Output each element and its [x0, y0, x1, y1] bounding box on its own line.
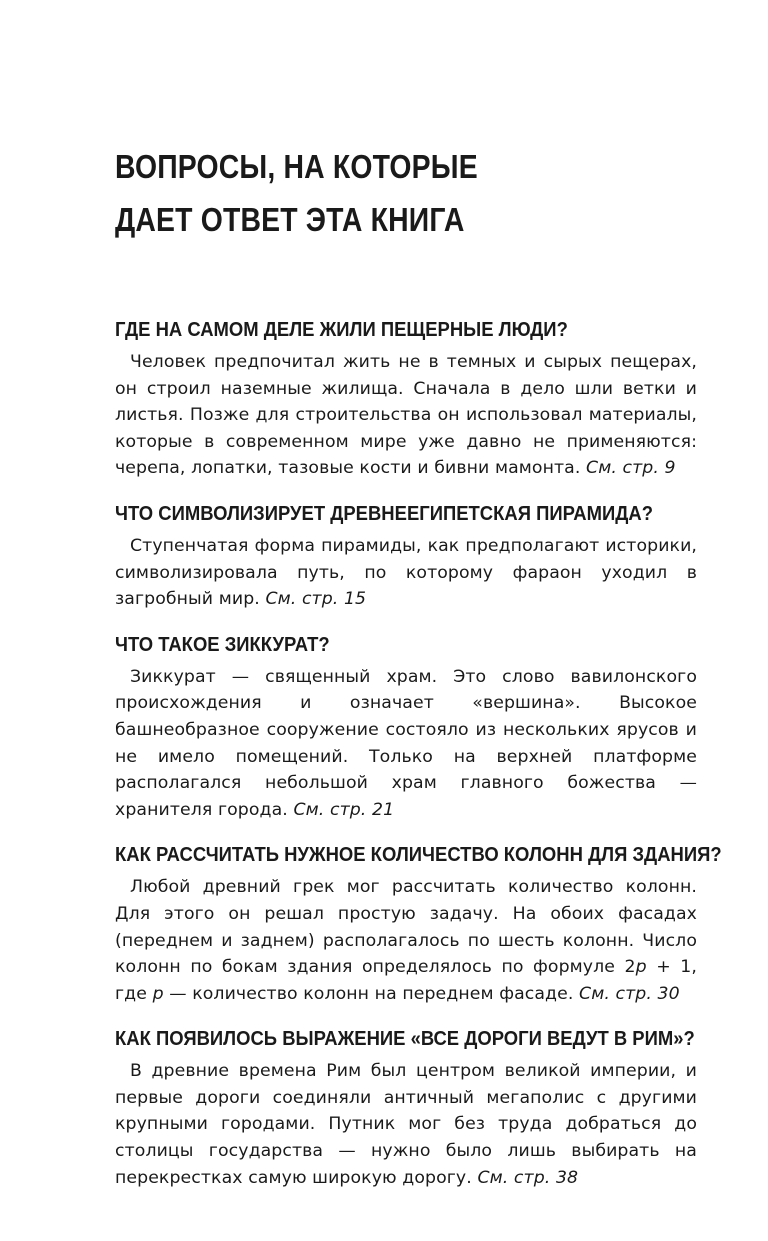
question-heading: ЧТО ТАКОЕ ЗИККУРАТ? [115, 632, 330, 656]
question-heading: КАК РАССЧИТАТЬ НУЖНОЕ КОЛИЧЕСТВО КОЛОНН ДЛЯ ЗДАНИЯ? [115, 843, 722, 867]
answer-body: В древние времена Рим был центром великой империи, и первые дороги соединяли античный мегаполис с другими крупными городами. Путник мог без труда добраться до столицы государства — нужно было лишь выбирать на перекрестках самую широкую дорогу. [115, 1061, 697, 1188]
qa-entry-pyramid [115, 500, 697, 613]
answer-body: Ступенчатая форма пирамиды, как предполагают историки, символизировала путь, по которому фараон уходил в загробный мир. [115, 535, 697, 610]
page-reference: См. стр. 21 [293, 799, 395, 820]
page-reference: См. стр. 38 [477, 1167, 579, 1188]
qa-entry-rome-roads [115, 1025, 697, 1191]
answer-body: Человек предпочитал жить не в темных и сырых пещерах, он строил наземные жилища. Сначала в дело шли ветки и листья. Позже для строительства он использовал материалы, которые в современном мире уже давно не применяются: черепа, лопатки, тазовые кости и бивни мамонта. [115, 352, 697, 479]
page-reference: См. стр. 9 [586, 458, 676, 479]
page-title-line-2: ДАЕТ ОТВЕТ ЭТА КНИГА [115, 201, 465, 238]
answer-body: Зиккурат — священный храм. Это слово вавилонского происхождения и означает «вершина». Высокое башнеобразное сооружение состояло из нескольких ярусов и не имело помещений. Только на верхней платформе располагался небольшой храм главного божества — хранителя города. [115, 666, 697, 820]
answer-body-part-3: — количество колонн на переднем фасаде. [163, 983, 574, 1004]
answer-text [115, 664, 697, 824]
page-title [115, 140, 616, 246]
book-page [115, 140, 722, 1209]
qa-entry-ziggurat [115, 631, 697, 824]
formula-variable: p [152, 983, 164, 1004]
question-heading: ГДЕ НА САМОМ ДЕЛЕ ЖИЛИ ПЕЩЕРНЫЕ ЛЮДИ? [115, 318, 568, 341]
page-reference: См. стр. 15 [265, 589, 367, 610]
question-heading: ЧТО СИМВОЛИЗИРУЕТ ДРЕВНЕЕГИПЕТСКАЯ ПИРАМИДА? [115, 501, 654, 525]
answer-text [115, 533, 697, 613]
answer-text [115, 874, 697, 1007]
qa-entry-columns [115, 841, 722, 1007]
answer-body-part-2: + 1, где [115, 957, 697, 1004]
answer-text [115, 349, 697, 482]
question-heading: КАК ПОЯВИЛОСЬ ВЫРАЖЕНИЕ «ВСЕ ДОРОГИ ВЕДУТ В РИМ»? [115, 1027, 695, 1051]
page-title-line-1: ВОПРОСЫ, НА КОТОРЫЕ [115, 148, 478, 185]
qa-entry-cave-people [115, 316, 697, 482]
page-reference: См. стр. 30 [579, 983, 680, 1004]
answer-text [115, 1058, 697, 1191]
formula-variable: p [635, 957, 647, 978]
answer-body-part-1: Любой древний грек мог рассчитать количество колонн. Для этого он решал простую задачу. На обоих фасадах (переднем и заднем) располагалось по шесть колонн. Число колонн по бокам здания определялось по формуле 2 [115, 877, 697, 978]
